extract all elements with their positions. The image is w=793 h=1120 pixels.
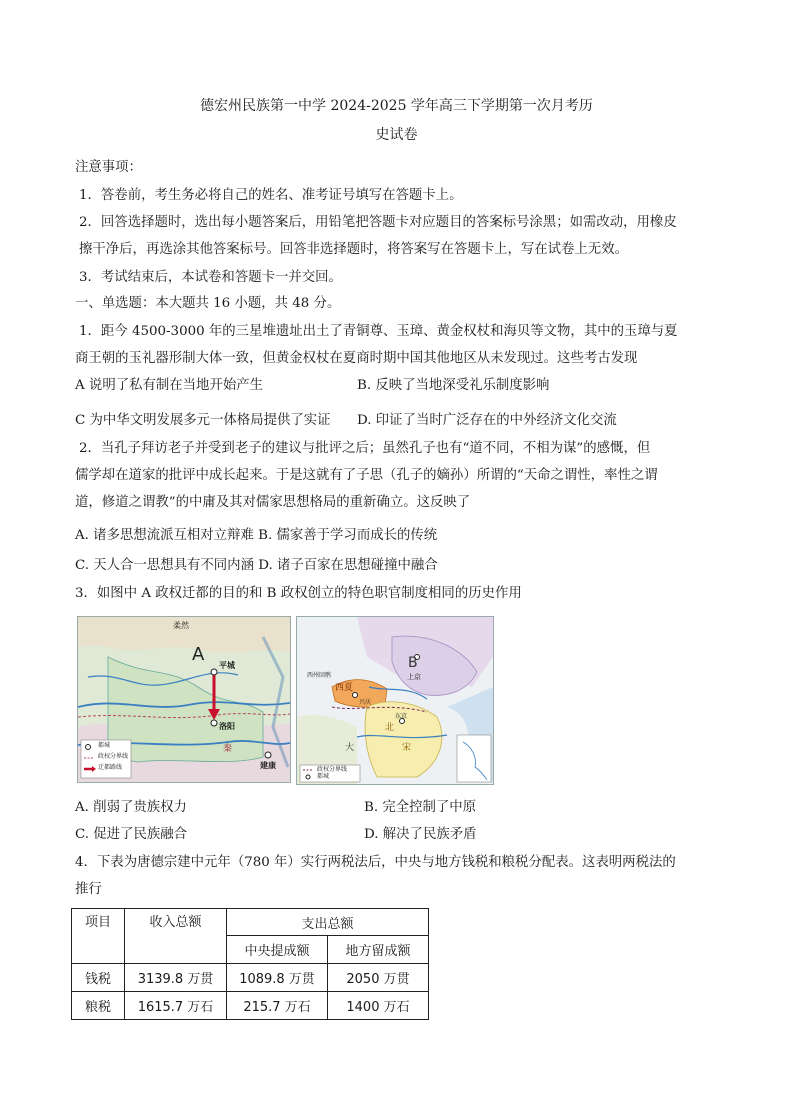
map-a-city-luoyang: 洛阳 bbox=[219, 721, 235, 731]
q2-stem-line3: 道，修道之谓教”的中庸及其对儒家思想格局的重新确立。这反映了 bbox=[75, 495, 471, 510]
q4-row-income: 1615.7 万石 bbox=[125, 992, 227, 1020]
notice-heading: 注意事项： bbox=[75, 160, 142, 175]
q4-row-income: 3139.8 万贯 bbox=[125, 964, 227, 992]
q1-option-c: C 为中华文明发展多元一体格局提供了实证 bbox=[75, 413, 331, 428]
q3-stem: 3．如图中 A 政权迁都的目的和 B 政权创立的特色职官制度相同的历史作用 bbox=[75, 586, 522, 601]
notice-item-2: 2．回答选择题时，选出每小题答案后，用铅笔把答题卡对应题目的答案标号涂黑；如需改动，用橡皮 bbox=[79, 215, 677, 230]
q4-row-local: 2050 万贯 bbox=[328, 964, 429, 992]
q3-option-a: A. 削弱了贵族权力 bbox=[75, 800, 187, 815]
q4-header-item: 项目 bbox=[72, 909, 125, 964]
map-b-region-song: 宋 bbox=[402, 743, 412, 753]
q2-stem-line2: 儒学却在道家的批评中成长起来。于是这就有了子思（孔子的嫡孙）所谓的“天命之谓性，率性之谓 bbox=[75, 468, 658, 483]
map-a bbox=[77, 616, 291, 783]
q4-row-name: 钱税 bbox=[72, 964, 125, 992]
map-b-legend-border: 政权分界线 bbox=[317, 766, 348, 773]
map-a-legend-route: 迁都路线 bbox=[98, 764, 123, 771]
q1-stem-line2: 商王朝的玉礼器形制大体一致，但黄金权杖在夏商时期中国其他地区从未发现过。这些考古发现 bbox=[75, 351, 638, 366]
map-a-city-jiankang: 建康 bbox=[260, 760, 276, 770]
map-b-city-dongjing: 东京 bbox=[395, 713, 408, 720]
q2-options-ab: A. 诸多思想流派互相对立辩难 B. 儒家善于学习而成长的传统 bbox=[75, 528, 438, 543]
q1-option-b: B. 反映了当地深受礼乐制度影响 bbox=[357, 378, 550, 393]
q4-header-local: 地方留成额 bbox=[328, 936, 429, 964]
map-b-city-shangjing: 上京 bbox=[407, 673, 421, 681]
q4-header-income: 收入总额 bbox=[125, 909, 227, 964]
notice-item-3: 3．考试结束后，本试卷和答题卡一并交回。 bbox=[79, 270, 342, 285]
q3-option-c: C. 促进了民族融合 bbox=[75, 827, 188, 842]
q4-row-central: 1089.8 万贯 bbox=[227, 964, 328, 992]
map-a-south-label: 秦 bbox=[223, 744, 233, 754]
exam-title-line1: 德宏州民族第一中学 2024-2025 学年高三下学期第一次月考历 bbox=[200, 98, 593, 114]
map-a-north-label: 柔然 bbox=[173, 621, 189, 630]
map-a-city-pingcheng: 平城 bbox=[219, 660, 235, 670]
q4-row-name: 粮税 bbox=[72, 992, 125, 1020]
q4-row-local: 1400 万石 bbox=[328, 992, 429, 1020]
q1-option-a: A 说明了私有制在当地开始产生 bbox=[75, 378, 264, 393]
q2-stem-line1: 2．当孔子拜访老子并受到老子的建议与批评之后；虽然孔子也有“道不同，不相为谋”的感慨，但 bbox=[79, 441, 651, 456]
q4-header-expense: 支出总额 bbox=[227, 909, 429, 936]
map-b-region-north: 北 bbox=[385, 723, 395, 733]
q4-header-central: 中央提成额 bbox=[227, 936, 328, 964]
q1-stem-line1: 1．距今 4500-3000 年的三星堆遗址出土了青铜尊、玉璋、黄金权杖和海贝等文物，其中的玉璋与夏 bbox=[79, 324, 678, 339]
notice-item-2-cont: 擦干净后，再选涂其他答案标号。回答非选择题时，将答案写在答题卡上，写在试卷上无效。 bbox=[79, 242, 629, 257]
map-a-legend-capital: 都城 bbox=[98, 742, 111, 749]
q3-option-b: B. 完全控制了中原 bbox=[364, 800, 477, 815]
map-b-xixia: 西夏 bbox=[335, 683, 354, 693]
q1-option-d: D. 印证了当时广泛存在的中外经济文化交流 bbox=[357, 413, 617, 428]
table-row bbox=[72, 964, 429, 992]
q2-options-cd: C. 天人合一思想具有不同内涵 D. 诸子百家在思想碰撞中融合 bbox=[75, 558, 438, 573]
q4-stem-line1: 4．下表为唐德宗建中元年（780 年）实行两税法后，中央与地方钱税和粮税分配表。这表明两税法的 bbox=[75, 855, 676, 870]
q4-stem-line2: 推行 bbox=[75, 882, 102, 897]
notice-item-1: 1．答卷前，考生务必将自己的姓名、准考证号填写在答题卡上。 bbox=[79, 188, 463, 203]
q3-option-d: D. 解决了民族矛盾 bbox=[364, 827, 477, 842]
exam-title-line2: 史试卷 bbox=[375, 127, 418, 143]
map-b-graphic bbox=[297, 617, 493, 784]
map-b bbox=[296, 616, 494, 785]
map-b-letter: B bbox=[408, 655, 418, 671]
map-b-legend-capital: 都城 bbox=[317, 773, 330, 780]
q4-row-central: 215.7 万石 bbox=[227, 992, 328, 1020]
map-a-letter: A bbox=[192, 644, 205, 665]
table-row bbox=[72, 992, 429, 1020]
section-heading: 一、单选题：本大题共 16 小题，共 48 分。 bbox=[75, 296, 341, 311]
map-b-region-west: 西州回鹘 bbox=[307, 672, 332, 679]
q4-table bbox=[71, 908, 429, 1020]
map-b-region-da: 大 bbox=[345, 743, 355, 753]
map-b-city-xingqing: 兴庆 bbox=[359, 699, 372, 706]
map-a-legend-border: 政权分界线 bbox=[98, 753, 129, 760]
